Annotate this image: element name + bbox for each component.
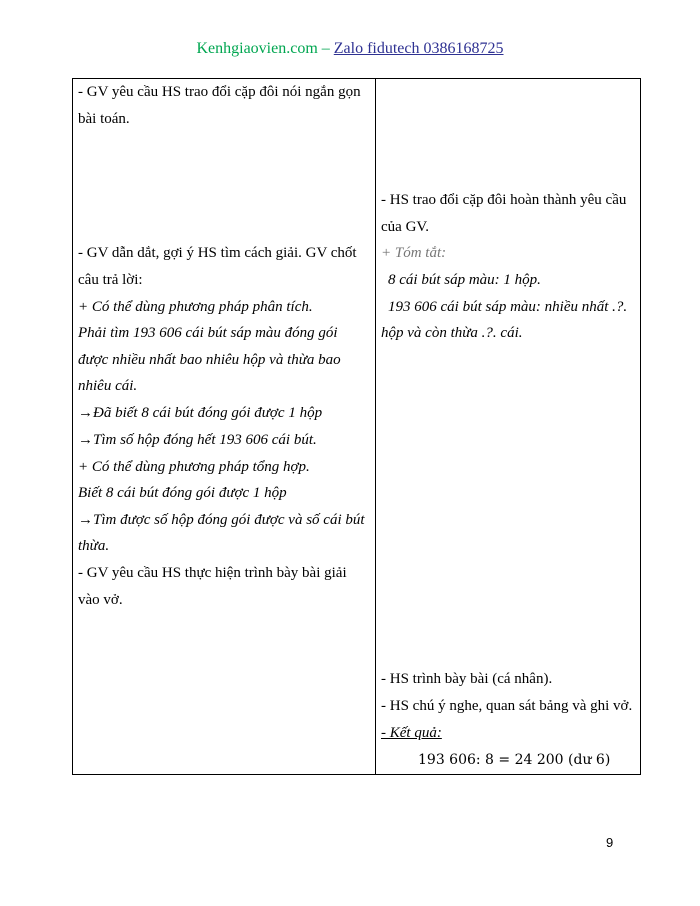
right-line: - HS chú ý nghe, quan sát bảng và ghi vở. — [381, 698, 633, 714]
left-line: bài toán. — [78, 111, 130, 127]
left-line: + Có thể dùng phương pháp phân tích. — [78, 299, 313, 315]
left-line: thừa. — [78, 538, 110, 554]
left-line: Phải tìm 193 606 cái bút sáp màu đóng gói — [78, 325, 338, 341]
right-line: + Tóm tắt: — [381, 245, 447, 261]
right-line: - HS trao đổi cặp đôi hoàn thành yêu cầu — [381, 192, 627, 208]
lesson-table — [72, 78, 641, 775]
left-line: được nhiều nhất bao nhiêu hộp và thừa bao — [78, 352, 341, 368]
right-line: 193 606 cái bút sáp màu: nhiều nhất .?. — [388, 299, 628, 315]
left-line: - GV dẫn dắt, gợi ý HS tìm cách giải. GV chốt — [78, 245, 357, 261]
column-divider — [375, 79, 376, 774]
left-line: - GV yêu cầu HS thực hiện trình bày bài giải — [78, 565, 347, 581]
right-line: 8 cái bút sáp màu: 1 hộp. — [388, 272, 541, 288]
left-line: nhiêu cái. — [78, 378, 138, 394]
left-line: Biết 8 cái bút đóng gói được 1 hộp — [78, 485, 287, 501]
page-header — [0, 40, 700, 58]
left-line: →Tìm được số hộp đóng gói được và số cái bút — [78, 512, 365, 528]
right-line: - HS trình bày bài (cá nhân). — [381, 671, 553, 687]
left-line: - GV yêu cầu HS trao đổi cặp đôi nói ngắn gọn — [78, 84, 361, 100]
result-equation: 193 606: 8 = 24 200 (dư 6) — [418, 752, 611, 768]
left-line: →Đã biết 8 cái bút đóng gói được 1 hộp — [78, 405, 323, 421]
right-line: của GV. — [381, 219, 430, 235]
right-line: - Kết quả: — [381, 725, 442, 741]
right-line: hộp và còn thừa .?. cái. — [381, 325, 523, 341]
site-name: Kenhgiaovien.com – — [196, 40, 330, 57]
left-line: vào vở. — [78, 592, 123, 608]
left-line: + Có thể dùng phương pháp tổng hợp. — [78, 459, 310, 475]
left-line: câu trả lời: — [78, 272, 143, 288]
page-number: 9 — [606, 835, 614, 850]
left-line: →Tìm số hộp đóng hết 193 606 cái bút. — [78, 432, 317, 448]
zalo-link[interactable]: Zalo fidutech 0386168725 — [333, 40, 504, 57]
